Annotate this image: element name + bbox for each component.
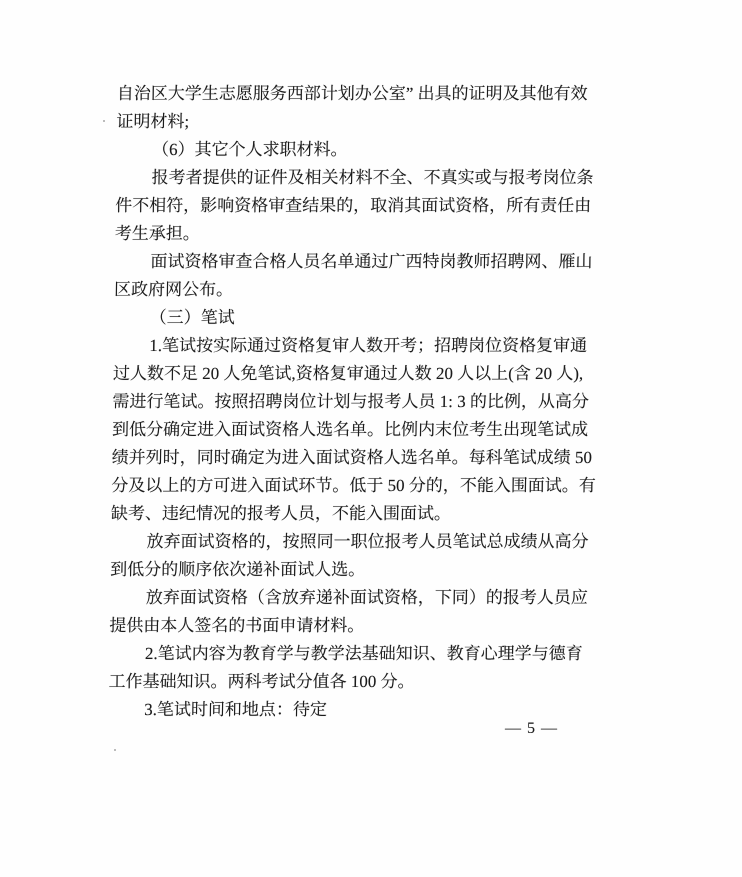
- page-number: — 5 —: [505, 720, 558, 737]
- text-line: 提供由本人签名的书面申请材料。: [109, 616, 365, 635]
- scan-speck: [103, 120, 105, 122]
- text-line: 放弃面试资格（含放弃递补面试资格，下同）的报考人员应: [145, 588, 588, 607]
- text-line: 到低分的顺序依次递补面试人选。: [110, 560, 366, 579]
- text-line: 1.笔试按实际通过资格复审人数开考；招聘岗位资格复审通: [149, 336, 588, 355]
- text-line: 绩并列时，同时确定为进入面试资格人选名单。每科笔试成绩 50: [111, 448, 593, 467]
- text-line: 2.笔试内容为教育学与教学法基础知识、教育心理学与德育: [144, 644, 583, 663]
- text-line: 到低分确定进入面试资格人选名单。比例内末位考生出现笔试成: [111, 420, 589, 439]
- section-heading-line: （三）笔试: [149, 308, 235, 327]
- text-line: 区政府网公布。: [113, 280, 234, 299]
- text-line: 面试资格审查合格人员名单通过广西特岗教师招聘网、雁山: [150, 252, 593, 271]
- text-line: 缺考、违纪情况的报考人员，不能入围面试。: [110, 504, 452, 523]
- text-line: 3.笔试时间和地点：待定: [144, 700, 328, 719]
- text-line: 工作基础知识。两科考试分值各 100 分。: [108, 672, 415, 691]
- text-line: 报考者提供的证件及相关材料不全、不真实或与报考岗位条: [151, 168, 594, 187]
- text-line: 考生承担。: [114, 224, 200, 243]
- scan-speck: [114, 749, 116, 751]
- text-line: 放弃面试资格的，按照同一职位报考人员笔试总成绩从高分: [146, 532, 589, 551]
- text-line: 分及以上的方可进入面试环节。低于 50 分的，不能入围面试。有: [111, 476, 596, 495]
- text-line: 件不相符，影响资格审查结果的，取消其面试资格，所有责任由: [115, 196, 592, 215]
- text-line: 过人数不足 20 人免笔试,资格复审通过人数 20 人以上(含 20 人),: [112, 364, 584, 383]
- text-line: 证明材料;: [116, 112, 190, 131]
- text-line: 自治区大学生志愿服务西部计划办公室” 出具的证明及其他有效: [116, 84, 588, 103]
- text-line: 需进行笔试。按照招聘岗位计划与报考人员 1: 3 的比例，从高分: [112, 392, 590, 411]
- text-line: （6）其它个人求职材料。: [151, 140, 348, 159]
- document-body: [108, 80, 657, 724]
